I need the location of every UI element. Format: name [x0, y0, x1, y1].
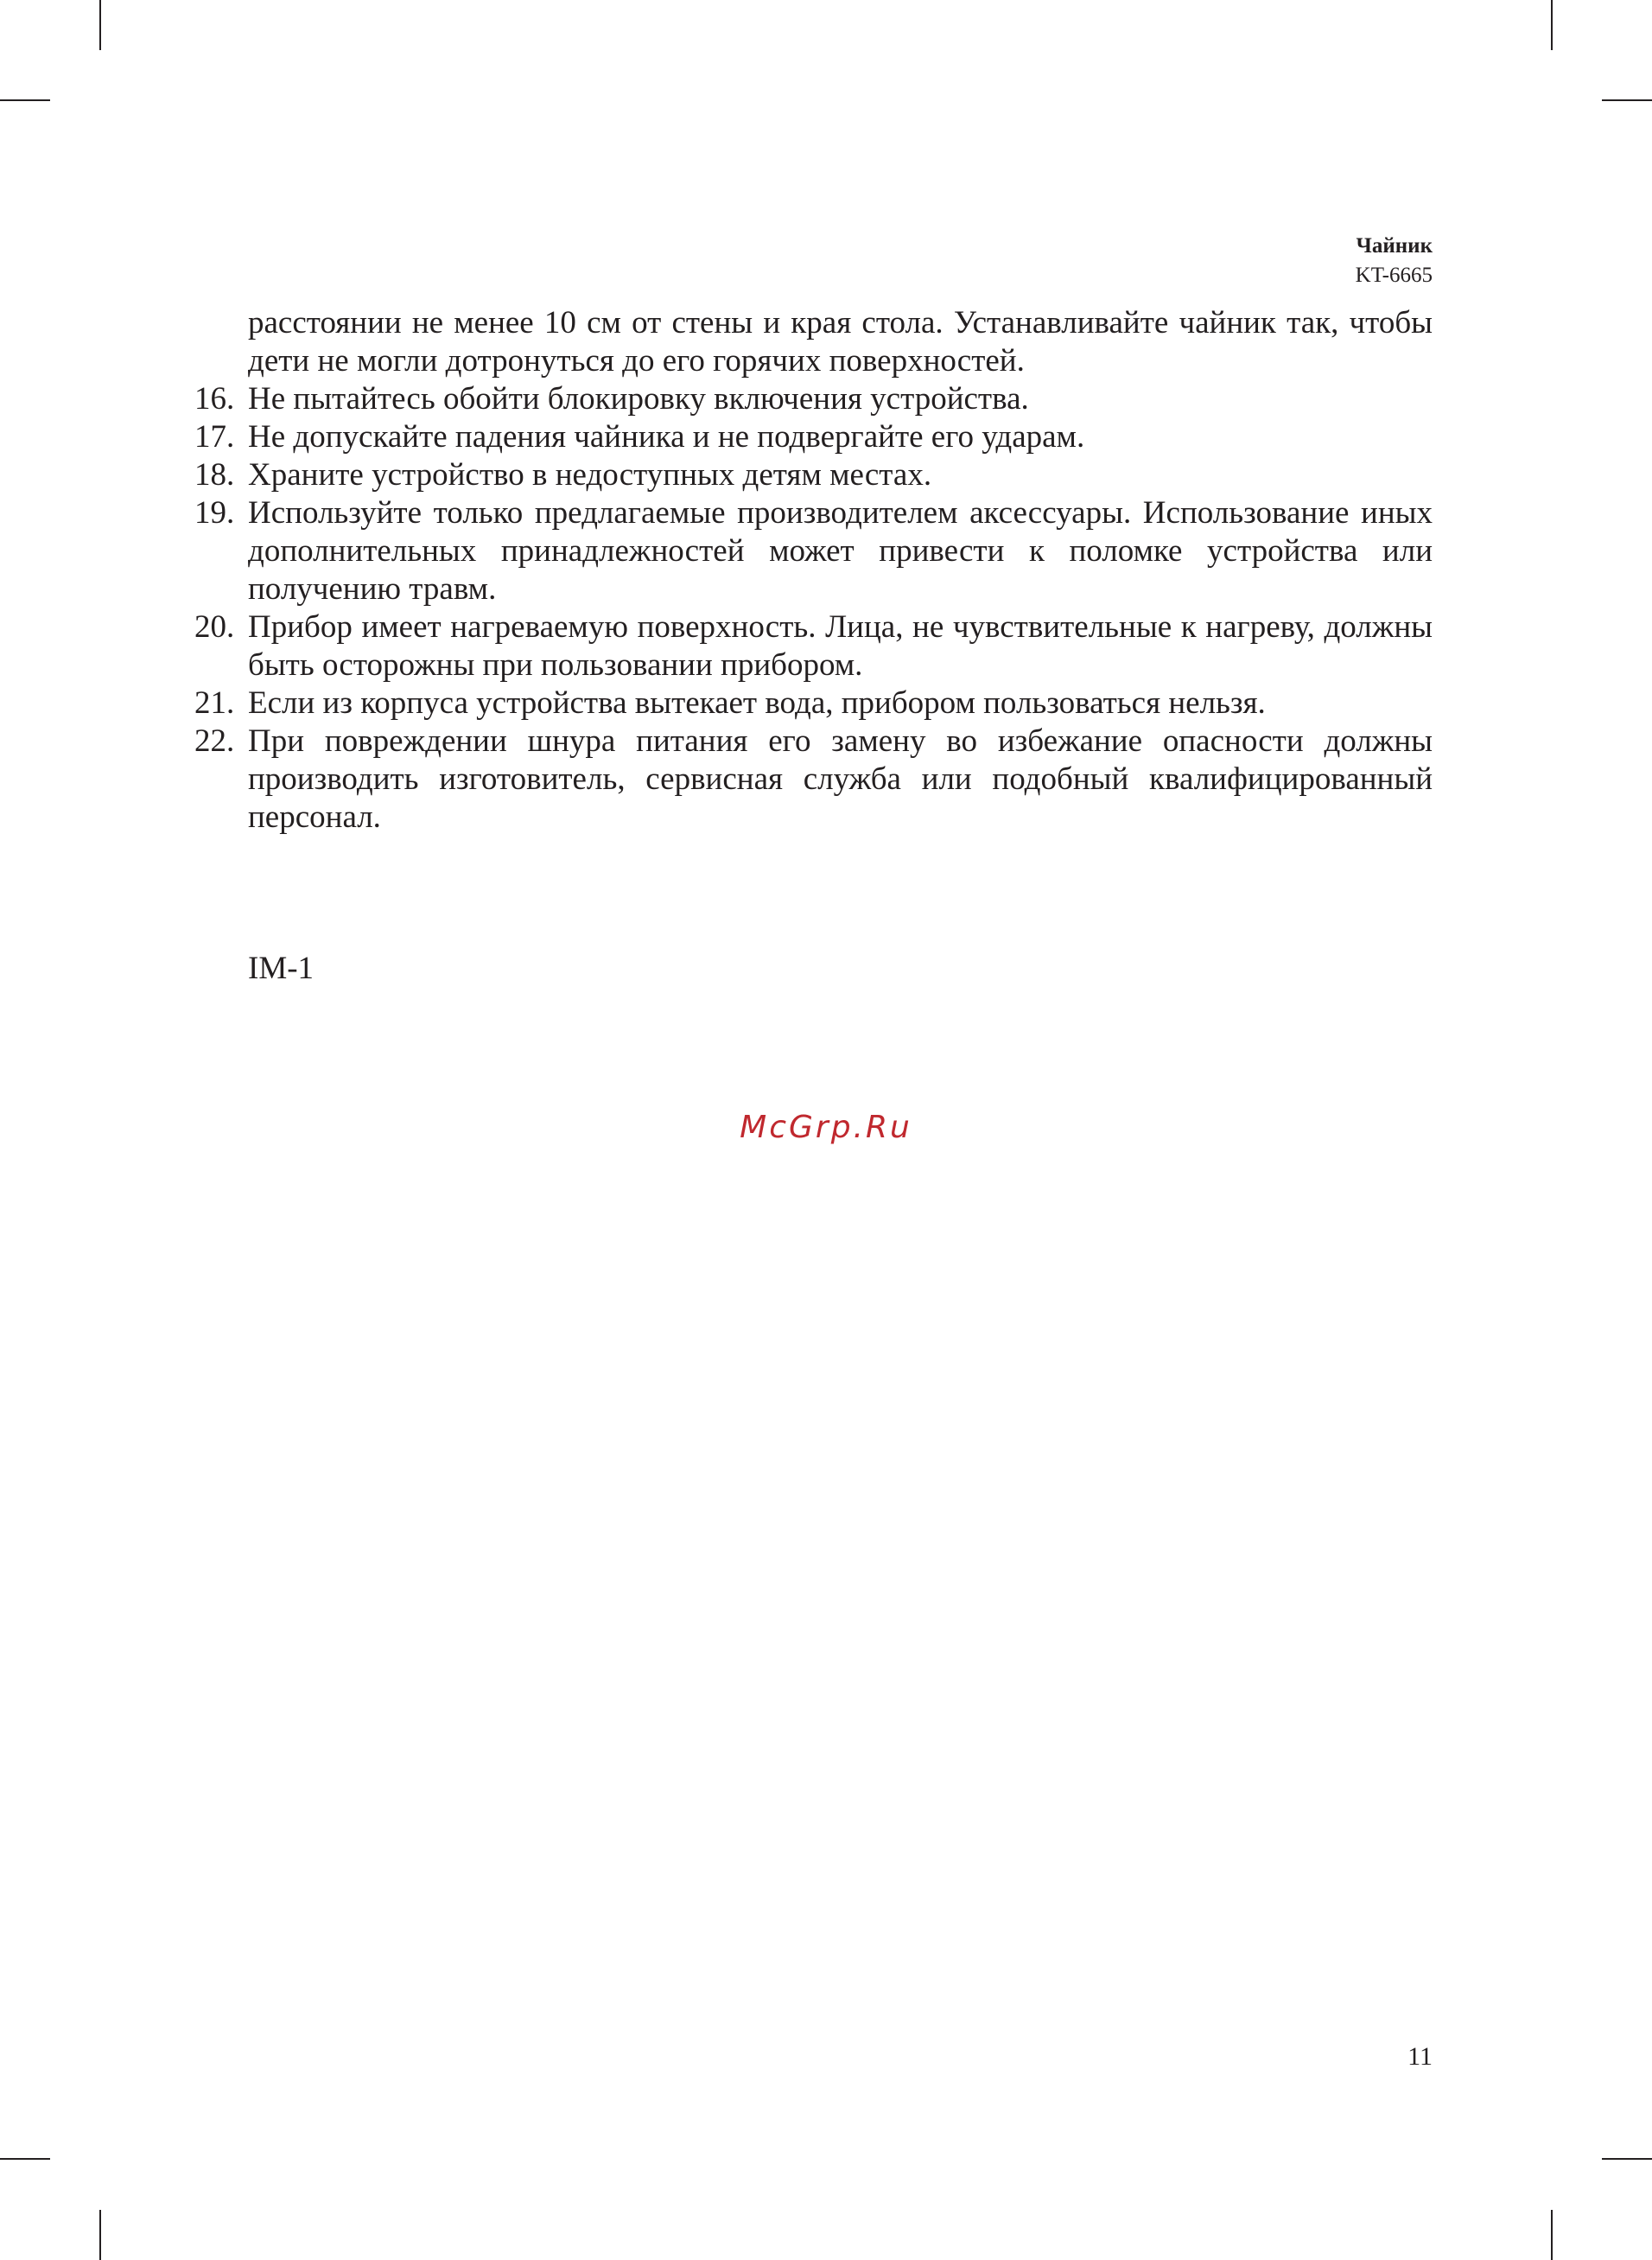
list-item-number: 16. [194, 381, 235, 417]
list-item [194, 723, 1433, 837]
list-item-text: Не пытайтесь обойти блокировку включения устройства. [248, 381, 1029, 417]
crop-mark-bottom-left [99, 2210, 101, 2260]
page-number: 11 [1407, 2042, 1433, 2071]
list-item-text: Используйте только предлагаемые производителем аксессуары. Использование иных дополнительных принадлежностей может привести к поломке устройства или получению травм. [248, 495, 1433, 607]
crop-mark-top-left [99, 0, 101, 50]
crop-mark-bottom-right [1551, 2210, 1553, 2260]
list-item-number: 21. [194, 685, 235, 721]
running-header [1356, 232, 1433, 290]
header-title: Чайник [1356, 234, 1433, 258]
crop-mark-left-bottom [0, 2158, 50, 2160]
list-item-text: Храните устройство в недоступных детям местах. [248, 457, 932, 493]
list-item [194, 494, 1433, 608]
document-code: IM-1 [248, 951, 315, 986]
crop-mark-left-top [0, 99, 50, 101]
list-item-number: 22. [194, 723, 235, 759]
list-item [194, 684, 1433, 723]
instructions-body [194, 304, 1433, 837]
crop-mark-top-right [1551, 0, 1553, 50]
list-item-text: Прибор имеет нагреваемую поверхность. Лица, не чувствительные к нагреву, должны быть осторожны при пользовании прибором. [248, 609, 1433, 683]
list-item-number: 20. [194, 609, 235, 645]
list-item-number: 17. [194, 419, 235, 455]
watermark-text: McGrp.Ru [740, 1110, 912, 1145]
header-model: KT-6665 [1355, 264, 1433, 287]
list-item-text: Не допускайте падения чайника и не подвергайте его ударам. [248, 419, 1085, 455]
list-item-text: Если из корпуса устройства вытекает вода, прибором пользоваться нельзя. [248, 685, 1266, 721]
continuation-paragraph: расстоянии не менее 10 см от стены и края стола. Устанавливайте чайник так, чтобы дети не могли дотронуться до его горячих поверхностей. [248, 305, 1433, 379]
list-item-number: 18. [194, 457, 235, 493]
crop-mark-right-top [1602, 99, 1652, 101]
list-item-text: При повреждении шнура питания его замену во избежание опасности должны производить изготовитель, сервисная служба или подобный квалифицированный персонал. [248, 723, 1433, 835]
crop-mark-right-bottom [1602, 2158, 1652, 2160]
list-item [194, 380, 1433, 418]
list-item [194, 608, 1433, 684]
list-item [194, 418, 1433, 456]
list-item [194, 456, 1433, 494]
list-item-number: 19. [194, 495, 235, 531]
